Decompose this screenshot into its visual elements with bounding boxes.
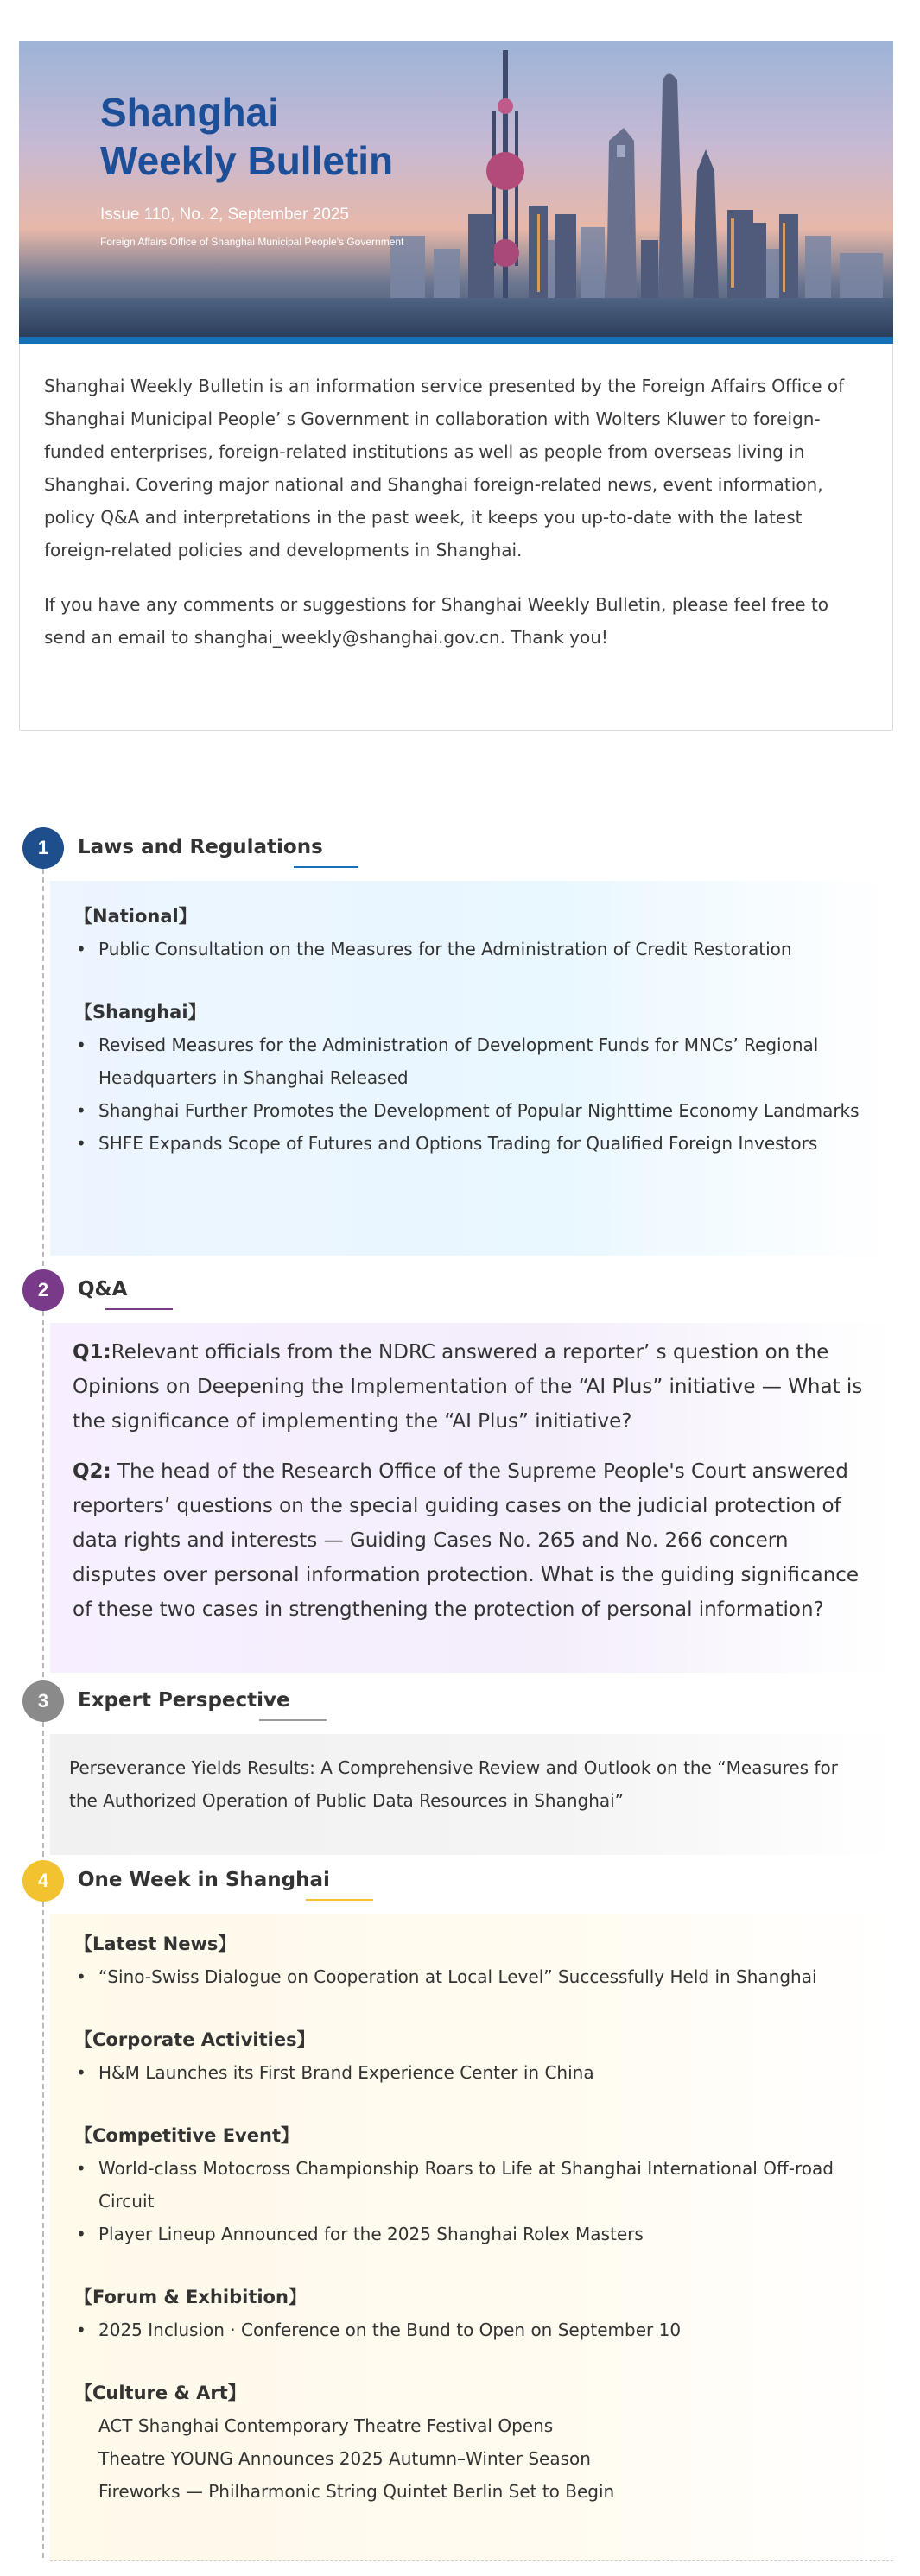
list-item[interactable]: • H&M Launches its First Brand Experience Center in China (74, 2056, 893, 2089)
one-week-panel (50, 1914, 893, 2561)
group-heading: 【Forum & Exhibition】 (74, 2287, 307, 2307)
news-group-latest (74, 1927, 893, 1993)
section-underline (306, 1899, 373, 1901)
news-group-forum (74, 2281, 893, 2346)
banner-title-line1: Shanghai (100, 90, 280, 135)
intro-paragraph: Shanghai Weekly Bulletin is an information service presented by the Foreign Affairs Office of Shanghai Municipal People’ s Government in collaboration with Wolters Kluwer to foreign-funded enterprises, foreign-related institutions as well as people from overseas living in Shanghai. Covering major national and Shanghai foreign-related news, event information, policy Q&A and interpretations in the past week, it keeps you up-to-date with the latest foreign-related policies and developments in Shanghai. (44, 376, 845, 560)
list-item[interactable]: • SHFE Expands Scope of Futures and Options Trading for Qualified Foreign Investors (74, 1127, 893, 1160)
group-heading: 【Shanghai】 (74, 1002, 206, 1022)
question-1[interactable] (73, 1335, 876, 1439)
section-title-laws: Laws and Regulations (78, 836, 323, 858)
banner-title (100, 88, 393, 185)
group-heading: 【Latest News】 (74, 1934, 237, 1954)
section-number-badge: 4 (22, 1860, 64, 1902)
banner-title-line2: Weekly Bulletin (100, 138, 394, 183)
section-title-one-week: One Week in Shanghai (78, 1869, 330, 1891)
item-list (74, 2056, 893, 2089)
list-item[interactable]: • World-class Motocross Championship Roars to Life at Shanghai International Off-road Circuit (74, 2152, 893, 2218)
intro-contact-paragraph: If you have any comments or suggestions for Shanghai Weekly Bulletin, please feel free to send an email to shanghai_weekly@shanghai.gov.cn. Thank you! (44, 594, 829, 648)
section-number-badge: 3 (22, 1680, 64, 1722)
news-group-competitive (74, 2119, 893, 2250)
list-item[interactable]: • “Sino-Swiss Dialogue on Cooperation at Local Level” Successfully Held in Shanghai (74, 1960, 893, 1993)
laws-group-shanghai (74, 996, 893, 1160)
item-list (74, 1029, 893, 1160)
q1-text: Relevant officials from the NDRC answered a reporter’ s question on the Opinions on Deepening the Implementation of the “AI Plus” initiative — What is the significance of implementing the “AI Plus” initiative? (73, 1341, 863, 1433)
section-underline (294, 866, 358, 868)
news-group-culture (74, 2377, 893, 2508)
list-item[interactable]: • 2025 Inclusion · Conference on the Bund to Open on September 10 (74, 2313, 893, 2346)
group-heading: 【National】 (74, 906, 197, 927)
section-title-qa: Q&A (78, 1278, 128, 1301)
river-water (19, 298, 893, 337)
item-list (74, 1960, 893, 1993)
timeline-connector (42, 1311, 44, 1677)
item-list (74, 2409, 893, 2508)
group-heading: 【Competitive Event】 (74, 2125, 299, 2146)
q2-text: The head of the Research Office of the Supreme People's Court answered reporters’ questions on the special guiding cases on the judicial protection of data rights and interests — Guiding Cases No. 265 and No. 266 concern disputes over personal information protection. What is the guiding significance of these two cases in strengthening the protection of personal information? (73, 1460, 860, 1621)
laws-group-national (74, 900, 893, 965)
expert-panel (50, 1734, 893, 1855)
banner-accent-line (19, 337, 893, 344)
section-underline (259, 1719, 327, 1721)
list-item[interactable]: • Revised Measures for the Administration of Development Funds for MNCs’ Regional Headquarters in Shanghai Released (74, 1029, 893, 1094)
list-item[interactable]: ACT Shanghai Contemporary Theatre Festival Opens (98, 2415, 554, 2436)
laws-panel (50, 881, 893, 1256)
list-item[interactable]: • Shanghai Further Promotes the Development of Popular Nighttime Economy Landmarks (74, 1094, 893, 1127)
issue-info: Issue 110, No. 2, September 2025 (100, 206, 349, 224)
list-item[interactable]: • Player Lineup Announced for the 2025 Shanghai Rolex Masters (74, 2218, 893, 2250)
section-number-badge: 1 (22, 827, 64, 869)
section-title-expert: Expert Perspective (78, 1689, 290, 1712)
section-underline (105, 1308, 173, 1310)
list-item[interactable]: Theatre YOUNG Announces 2025 Autumn–Winter Season (98, 2448, 591, 2469)
q2-label: Q2: (73, 1460, 111, 1483)
expert-article-link[interactable]: Perseverance Yields Results: A Comprehensive Review and Outlook on the “Measures for the Authorized Operation of Public Data Resources in Shanghai” (69, 1757, 838, 1811)
q1-label: Q1: (73, 1341, 111, 1364)
question-2[interactable] (73, 1454, 876, 1627)
intro-card (19, 344, 893, 731)
item-list (74, 933, 893, 965)
item-list (74, 2152, 893, 2250)
issuing-office: Foreign Affairs Office of Shanghai Municipal People's Government (100, 236, 404, 248)
list-item[interactable]: • Public Consultation on the Measures for the Administration of Credit Restoration (74, 933, 893, 965)
qa-panel (50, 1323, 893, 1673)
timeline-connector (42, 869, 44, 1266)
timeline-connector (42, 1722, 44, 1857)
group-heading: 【Corporate Activities】 (74, 2029, 315, 2050)
timeline-connector (42, 1902, 44, 2558)
item-list (74, 2313, 893, 2346)
list-item[interactable]: Fireworks — Philharmonic String Quintet Berlin Set to Begin (98, 2481, 615, 2502)
section-number-badge: 2 (22, 1269, 64, 1311)
banner (19, 41, 893, 344)
news-group-corporate (74, 2023, 893, 2089)
group-heading: 【Culture & Art】 (74, 2383, 246, 2403)
